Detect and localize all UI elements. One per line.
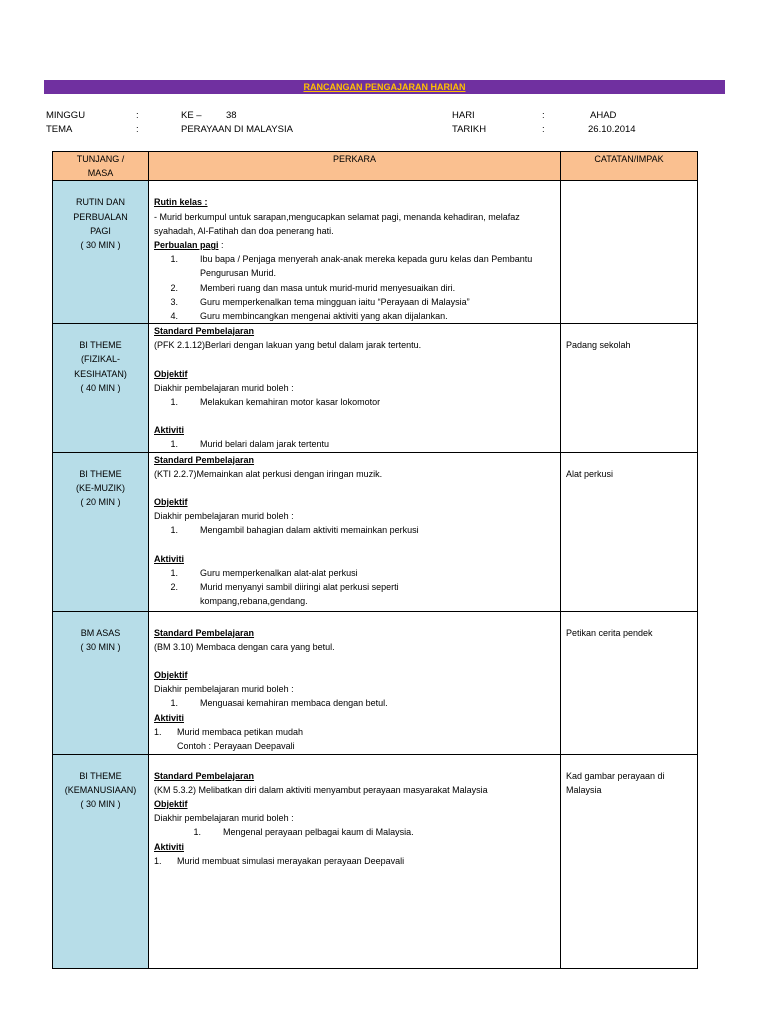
perkara-cell (149, 452, 561, 611)
col-header-perkara: PERKARA (149, 152, 561, 181)
perkara-cell (149, 324, 561, 452)
list-item: 4. Guru membincangkan mengenai aktiviti yang akan dijalankan. (170, 311, 448, 322)
tarikh-value: 26.10.2014 (588, 124, 636, 135)
aktiviti-heading: Aktiviti (154, 841, 185, 852)
catatan-cell: Alat perkusi (561, 452, 698, 611)
sp-heading: Standard Pembelajaran (154, 326, 255, 337)
objektif-heading: Objektif (154, 497, 188, 508)
table-row (53, 324, 698, 452)
list-item: 1. Murid membaca petikan mudah (154, 726, 304, 737)
list-item: 1. Melakukan kemahiran motor kasar lokomotor (170, 397, 381, 408)
tema-label: TEMA (46, 124, 73, 135)
sp-text: (BM 3.10) Membaca dengan cara yang betul. (154, 641, 335, 652)
list-item: 1. Mengenal perayaan pelbagai kaum di Malaysia. (193, 827, 414, 838)
col-header-tunjang: TUNJANG / MASA (53, 152, 149, 181)
ke-value: 38 (226, 110, 237, 121)
objektif-intro: Diakhir pembelajaran murid boleh : (154, 813, 294, 824)
sp-text: (KM 5.3.2) Melibatkan diri dalam aktiviti menyambut perayaan masyarakat Malaysia (154, 784, 488, 795)
list-item: 1. Mengambil bahagian dalam aktiviti memainkan perkusi (170, 525, 419, 536)
objektif-heading: Objektif (154, 799, 188, 810)
aktiviti-heading: Aktiviti (154, 553, 185, 564)
tunjang-cell: BM ASAS ( 30 MIN ) (53, 611, 149, 754)
catatan-cell: Petikan cerita pendek (561, 611, 698, 754)
minggu-colon: : (136, 110, 139, 121)
list-item: 1. Ibu bapa / Penjaga menyerah anak-anak mereka kepada guru kelas dan Pembantu Pengurusan Murid. (170, 254, 533, 279)
aktiviti-heading: Aktiviti (154, 425, 185, 436)
list-item: 2. Memberi ruang dan masa untuk murid-murid menyesuaikan diri. (170, 282, 456, 293)
table-row (53, 611, 698, 754)
list-item: 1. Guru memperkenalkan alat-alat perkusi (170, 567, 358, 578)
lesson-plan-table (52, 151, 698, 969)
tarikh-colon: : (542, 124, 545, 135)
rutin-heading: Rutin kelas : (154, 197, 208, 208)
list-item: 1. Menguasai kemahiran membaca dengan betul. (170, 698, 388, 709)
document-title: RANCANGAN PENGAJARAN HARIAN (44, 80, 725, 94)
ke-label: KE – (181, 110, 202, 121)
tema-colon: : (136, 124, 139, 135)
list-item: 1. Murid belari dalam jarak tertentu (170, 439, 330, 450)
table-row (53, 754, 698, 968)
aktiviti-example: Contoh : Perayaan Deepavali (177, 741, 295, 752)
perbualan-heading: Perbualan pagi (154, 240, 219, 251)
sp-text: (PFK 2.1.12)Berlari dengan lakuan yang betul dalam jarak tertentu. (154, 340, 422, 351)
objektif-intro: Diakhir pembelajaran murid boleh : (154, 511, 294, 522)
list-item: 3. Guru memperkenalkan tema mingguan iaitu “Perayaan di Malaysia” (170, 296, 470, 307)
catatan-cell (561, 181, 698, 324)
sp-heading: Standard Pembelajaran (154, 627, 255, 638)
objektif-intro: Diakhir pembelajaran murid boleh : (154, 684, 294, 695)
tunjang-cell: RUTIN DAN PERBUALAN PAGI ( 30 MIN ) (53, 181, 149, 324)
table-header-row (53, 152, 698, 181)
catatan-cell: Kad gambar perayaan di Malaysia (561, 754, 698, 968)
rutin-text: - Murid berkumpul untuk sarapan,mengucapkan selamat pagi, menanda kehadiran, melafaz syahadah, Al-Fatihah dan doa penerang hati. (154, 211, 520, 236)
tunjang-cell: BI THEME (KEMANUSIAAN) ( 30 MIN ) (53, 754, 149, 968)
table-row (53, 452, 698, 611)
objektif-heading: Objektif (154, 368, 188, 379)
minggu-label: MINGGU (46, 110, 86, 121)
aktiviti-heading: Aktiviti (154, 712, 185, 723)
perkara-cell (149, 754, 561, 968)
hari-colon: : (542, 110, 545, 121)
sp-heading: Standard Pembelajaran (154, 454, 255, 465)
sp-text: (KTI 2.2.7)Memainkan alat perkusi dengan iringan muzik. (154, 468, 383, 479)
list-item: 1. Murid membuat simulasi merayakan perayaan Deepavali (154, 855, 405, 866)
table-row (53, 181, 698, 324)
objektif-intro: Diakhir pembelajaran murid boleh : (154, 382, 294, 393)
hari-value: AHAD (590, 110, 617, 121)
tunjang-cell: BI THEME (FIZIKAL- KESIHATAN) ( 40 MIN ) (53, 324, 149, 452)
catatan-cell: Padang sekolah (561, 324, 698, 452)
col-header-catatan: CATATAN/IMPAK (561, 152, 698, 181)
tunjang-cell: BI THEME (KE-MUZIK) ( 20 MIN ) (53, 452, 149, 611)
hari-label: HARI (452, 110, 475, 121)
objektif-heading: Objektif (154, 670, 188, 681)
tarikh-label: TARIKH (452, 124, 487, 135)
list-item: 2. Murid menyanyi sambil diiringi alat perkusi seperti kompang,rebana,gendang. (170, 582, 399, 607)
tema-value: PERAYAAN DI MALAYSIA (181, 124, 293, 135)
perkara-cell (149, 611, 561, 754)
perkara-cell: Rutin kelas : - Murid berkumpul untuk sarapan,mengucapkan selamat pagi, menanda kehadiran, melafaz syahadah, Al-Fatihah dan doa penerang hati. Perbualan pagi : 1. Ibu bapa / Penjaga menyerah anak-anak mereka kepada guru kelas dan Pembantu Pengurusan Murid. 2. Memberi ruang dan masa untuk murid-murid menyesuaikan diri. 3. Guru memperkenalkan tema mingguan iaitu “Perayaan di Malaysia” 4. Guru membincangkan mengenai aktiviti yang akan dijalankan. (149, 181, 561, 324)
sp-heading: Standard Pembelajaran (154, 770, 255, 781)
